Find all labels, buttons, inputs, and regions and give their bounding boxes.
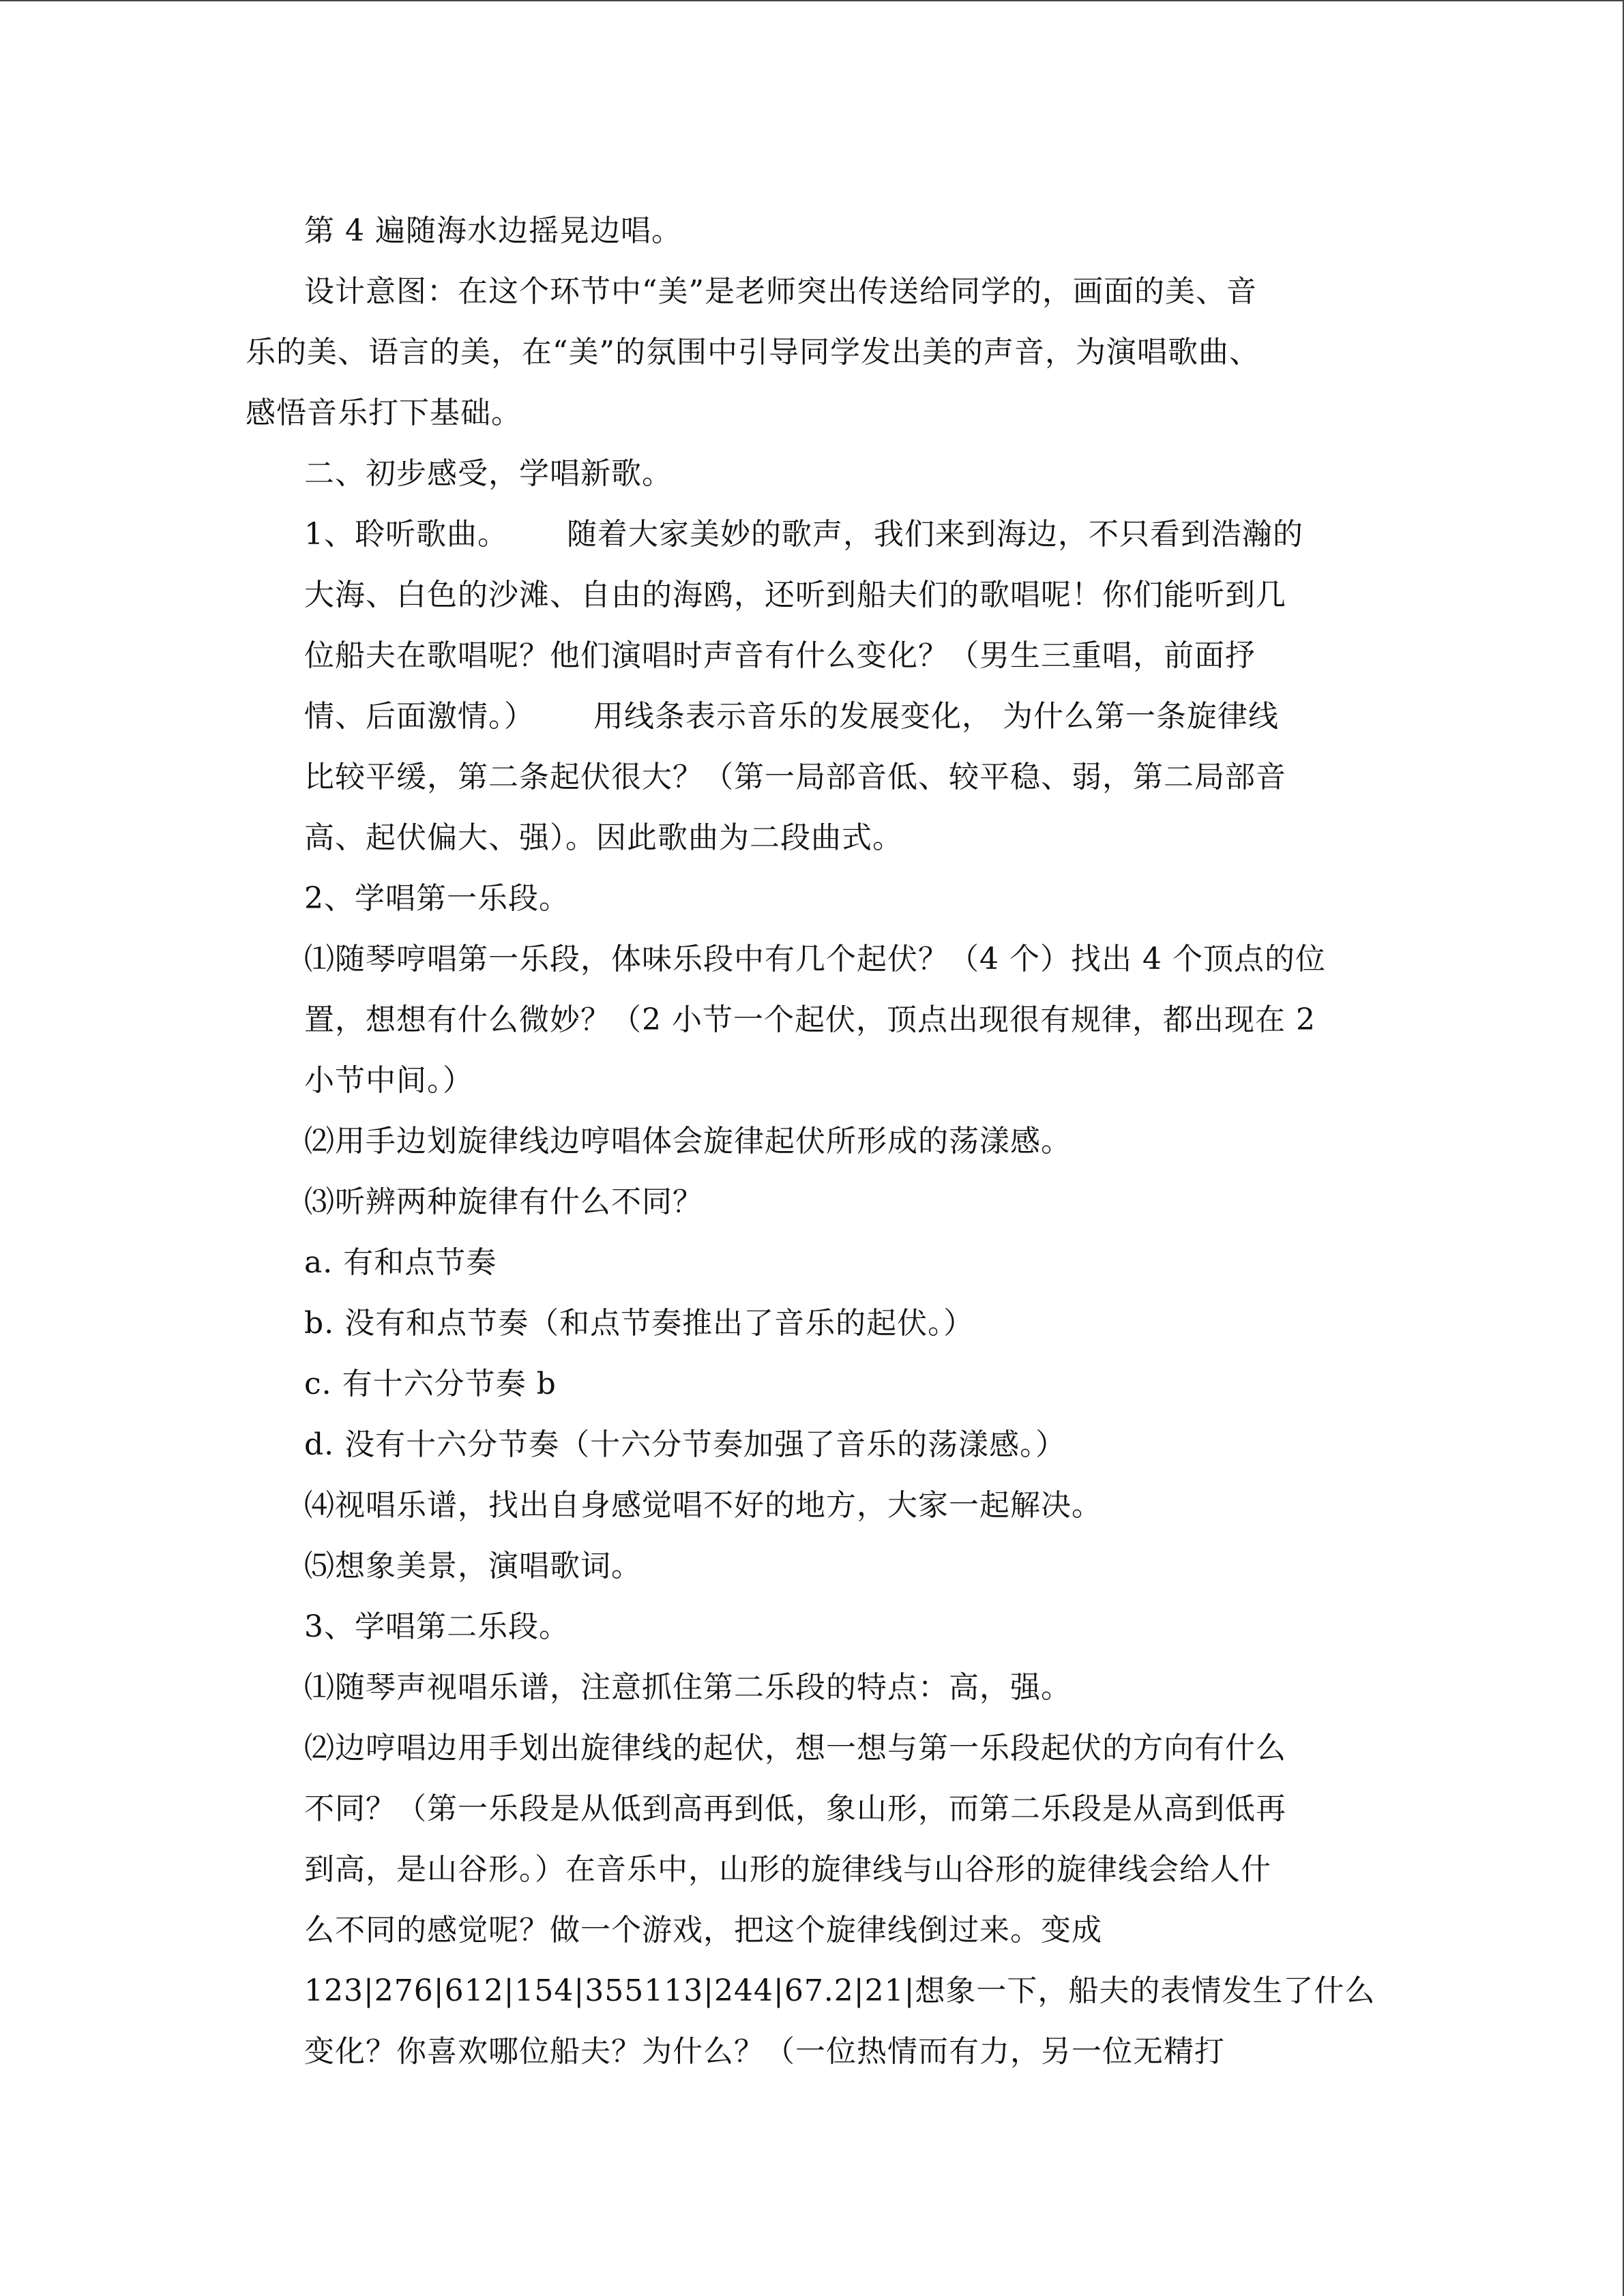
text-line: 大海、白色的沙滩、自由的海鸥，还听到船夫们的歌唱呢！你们能听到几 xyxy=(304,578,1286,612)
list-item: b. 没有和点节奏（和点节奏推出了音乐的起伏。） xyxy=(304,1306,975,1341)
text-line: 乐的美、语言的美，在“美”的氛围中引导同学发出美的声音，为演唱歌曲、 xyxy=(246,335,1260,370)
text-line: 不同？（第一乐段是从低到高再到低，象山形，而第二乐段是从高到低再 xyxy=(304,1791,1286,1826)
text-line: 设计意图：在这个环节中“美”是老师突出传送给同学的，画面的美、音 xyxy=(304,274,1257,309)
text-line: 高、起伏偏大、强）。因此歌曲为二段曲式。 xyxy=(304,820,903,855)
list-item: a. 有和点节奏 xyxy=(304,1245,497,1280)
page-top-border xyxy=(0,0,1624,1)
list-item: c. 有十六分节奏 b xyxy=(304,1367,557,1401)
text-line: 到高，是山谷形。）在音乐中，山形的旋律线与山谷形的旋律线会给人什 xyxy=(304,1852,1271,1887)
text-line: ⑴随琴哼唱第一乐段，体味乐段中有几个起伏？（4 个）找出 4 个顶点的位 xyxy=(304,942,1326,976)
subheading: 1、聆听歌曲。 xyxy=(304,517,508,552)
document-body xyxy=(246,200,1378,2082)
text-line: 123|276|612|154|355113|244|67.2|21|想象一下，船夫的表情发生了什么 xyxy=(304,1973,1376,2008)
text-line: ⑸想象美景，演唱歌词。 xyxy=(304,1549,642,1583)
subheading: 3、学唱第二乐段。 xyxy=(304,1609,570,1644)
text-line: ⑶听辨两种旋律有什么不同？ xyxy=(304,1184,703,1219)
text-line: ⑴随琴声视唱乐谱，注意抓住第二乐段的特点：高，强。 xyxy=(304,1670,1072,1705)
text-line: ⑵用手边划旋律线边哼唱体会旋律起伏所形成的荡漾感。 xyxy=(304,1124,1072,1159)
text-segment: 随着大家美妙的歌声，我们来到海边，不只看到浩瀚的 xyxy=(567,517,1303,552)
text-line: 位船夫在歌唱呢？他们演唱时声音有什么变化？（男生三重唱，前面抒 xyxy=(304,638,1256,673)
text-line xyxy=(246,686,1378,747)
text-line: ⑷视唱乐谱，找出自身感觉唱不好的地方，大家一起解决。 xyxy=(304,1488,1102,1523)
text-line: 比较平缓，第二条起伏很大？（第一局部音低、较平稳、弱，第二局部音 xyxy=(304,760,1286,794)
text-line: ⑵边哼唱边用手划出旋律线的起伏，想一想与第一乐段起伏的方向有什么 xyxy=(304,1731,1286,1765)
text-line: 么不同的感觉呢？做一个游戏，把这个旋律线倒过来。变成 xyxy=(304,1913,1102,1948)
section-heading: 二、初步感受，学唱新歌。 xyxy=(304,456,673,491)
list-item: d. 没有十六分节奏（十六分节奏加强了音乐的荡漾感。） xyxy=(304,1427,1067,1462)
text-line: 小节中间。） xyxy=(304,1063,473,1098)
subheading: 2、学唱第一乐段。 xyxy=(304,881,570,916)
text-line xyxy=(246,504,1378,565)
text-segment: 情、后面激情。） xyxy=(304,699,535,734)
text-line: 置，想想有什么微妙？（2 小节一个起伏，顶点出现很有规律，都出现在 2 xyxy=(304,1002,1316,1037)
text-line: 第 4 遍随海水边摇晃边唱。 xyxy=(304,213,682,248)
text-line: 感悟音乐打下基础。 xyxy=(246,396,522,430)
text-line: 变化？你喜欢哪位船夫？为什么？（一位热情而有力，另一位无精打 xyxy=(304,2034,1225,2069)
text-segment: 用线条表示音乐的发展变化， 为什么第一条旋律线 xyxy=(593,699,1279,734)
